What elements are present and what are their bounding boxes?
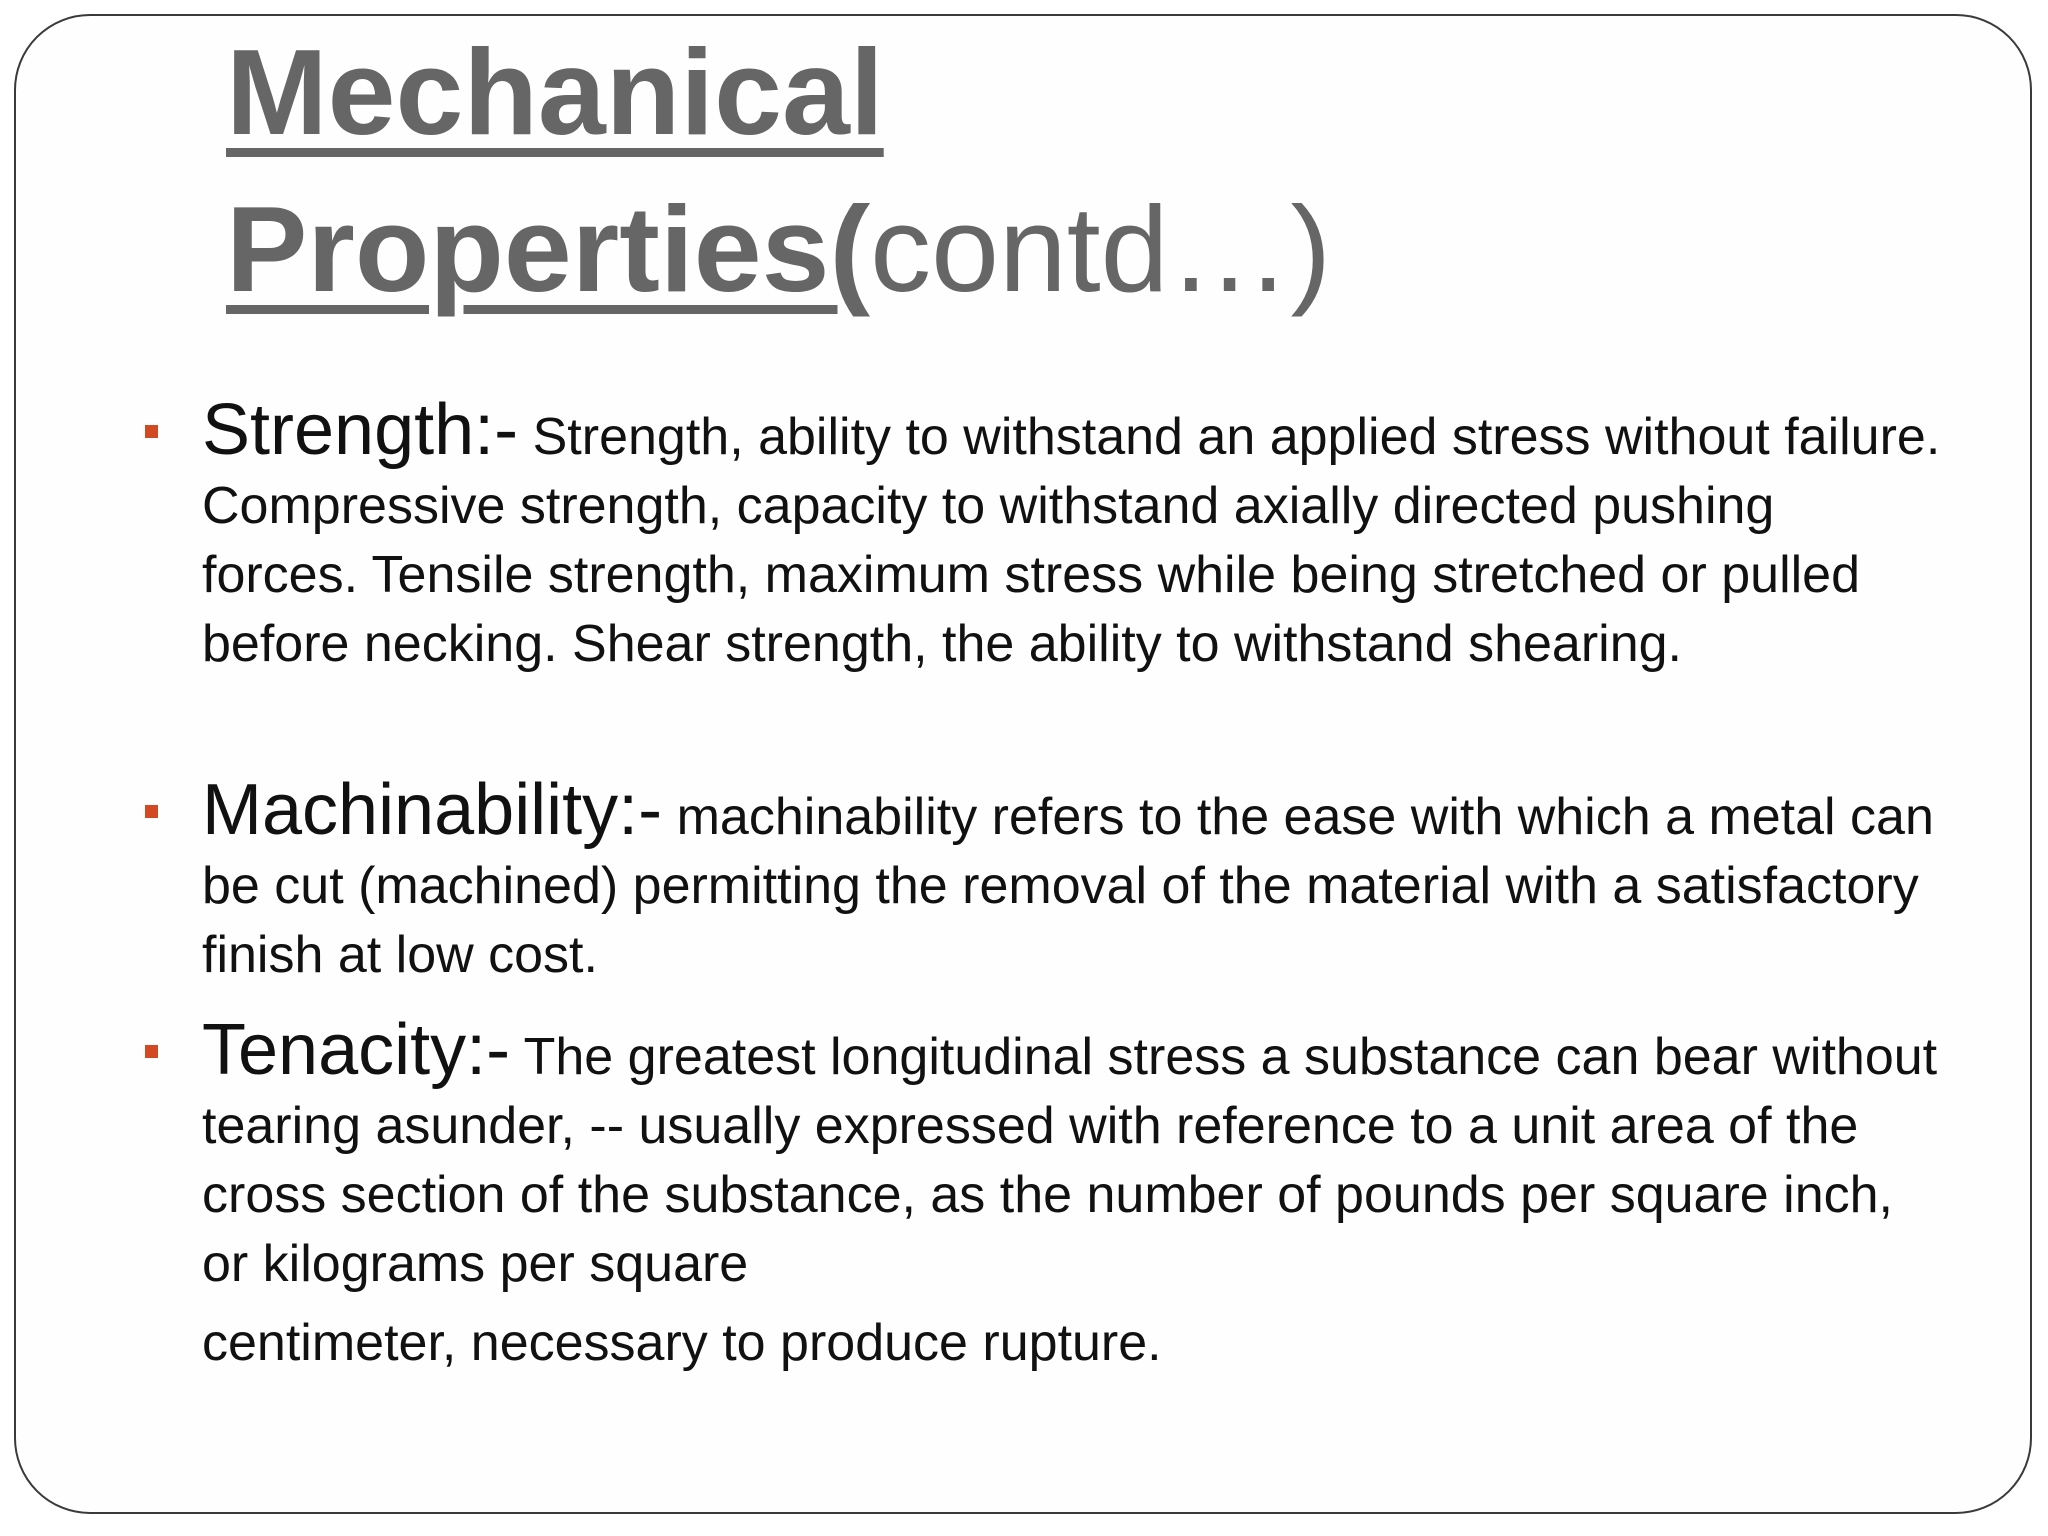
bullet-text-tenacity-last: centimeter, necessary to produce rupture. xyxy=(202,1314,1162,1372)
bullet-tenacity xyxy=(202,1010,1942,1387)
bullet-machinability xyxy=(202,770,1942,990)
bullet-strength xyxy=(202,390,1942,679)
bullet-text-machinability: machinability refers to the ease with which a metal can be cut (machined) permitting the removal of the material with a satisfactory finish at low cost. xyxy=(202,788,1934,984)
bullet-text-tenacity: The greatest longitudinal stress a substance can bear without tearing asunder, -- usually expressed with reference to a unit area of the cross section of the substance, as the number of pounds per square inch, or kilograms per square xyxy=(202,1028,1938,1293)
title-line-1: Mechanical xyxy=(226,24,884,160)
bullet-text-strength: Strength, ability to withstand an applied stress without failure. Compressive strength, capacity to withstand axially directed pushing forces. Tensile strength, maximum stress while being stretched or pulled before necking. Shear strength, the ability to withstand shearing. xyxy=(202,408,1941,673)
title-line-2 xyxy=(226,171,1331,328)
slide-title xyxy=(226,14,1331,328)
title-properties: Properties( xyxy=(226,181,871,317)
bullet-marker xyxy=(145,1045,158,1058)
title-contd: contd…) xyxy=(870,181,1332,317)
bullet-term-tenacity: Tenacity:- xyxy=(202,1010,511,1090)
bullet-term-strength: Strength:- xyxy=(202,390,519,470)
bullet-term-machinability: Machinability:- xyxy=(202,770,663,850)
bullet-marker xyxy=(145,805,158,818)
bullet-marker xyxy=(145,425,158,438)
